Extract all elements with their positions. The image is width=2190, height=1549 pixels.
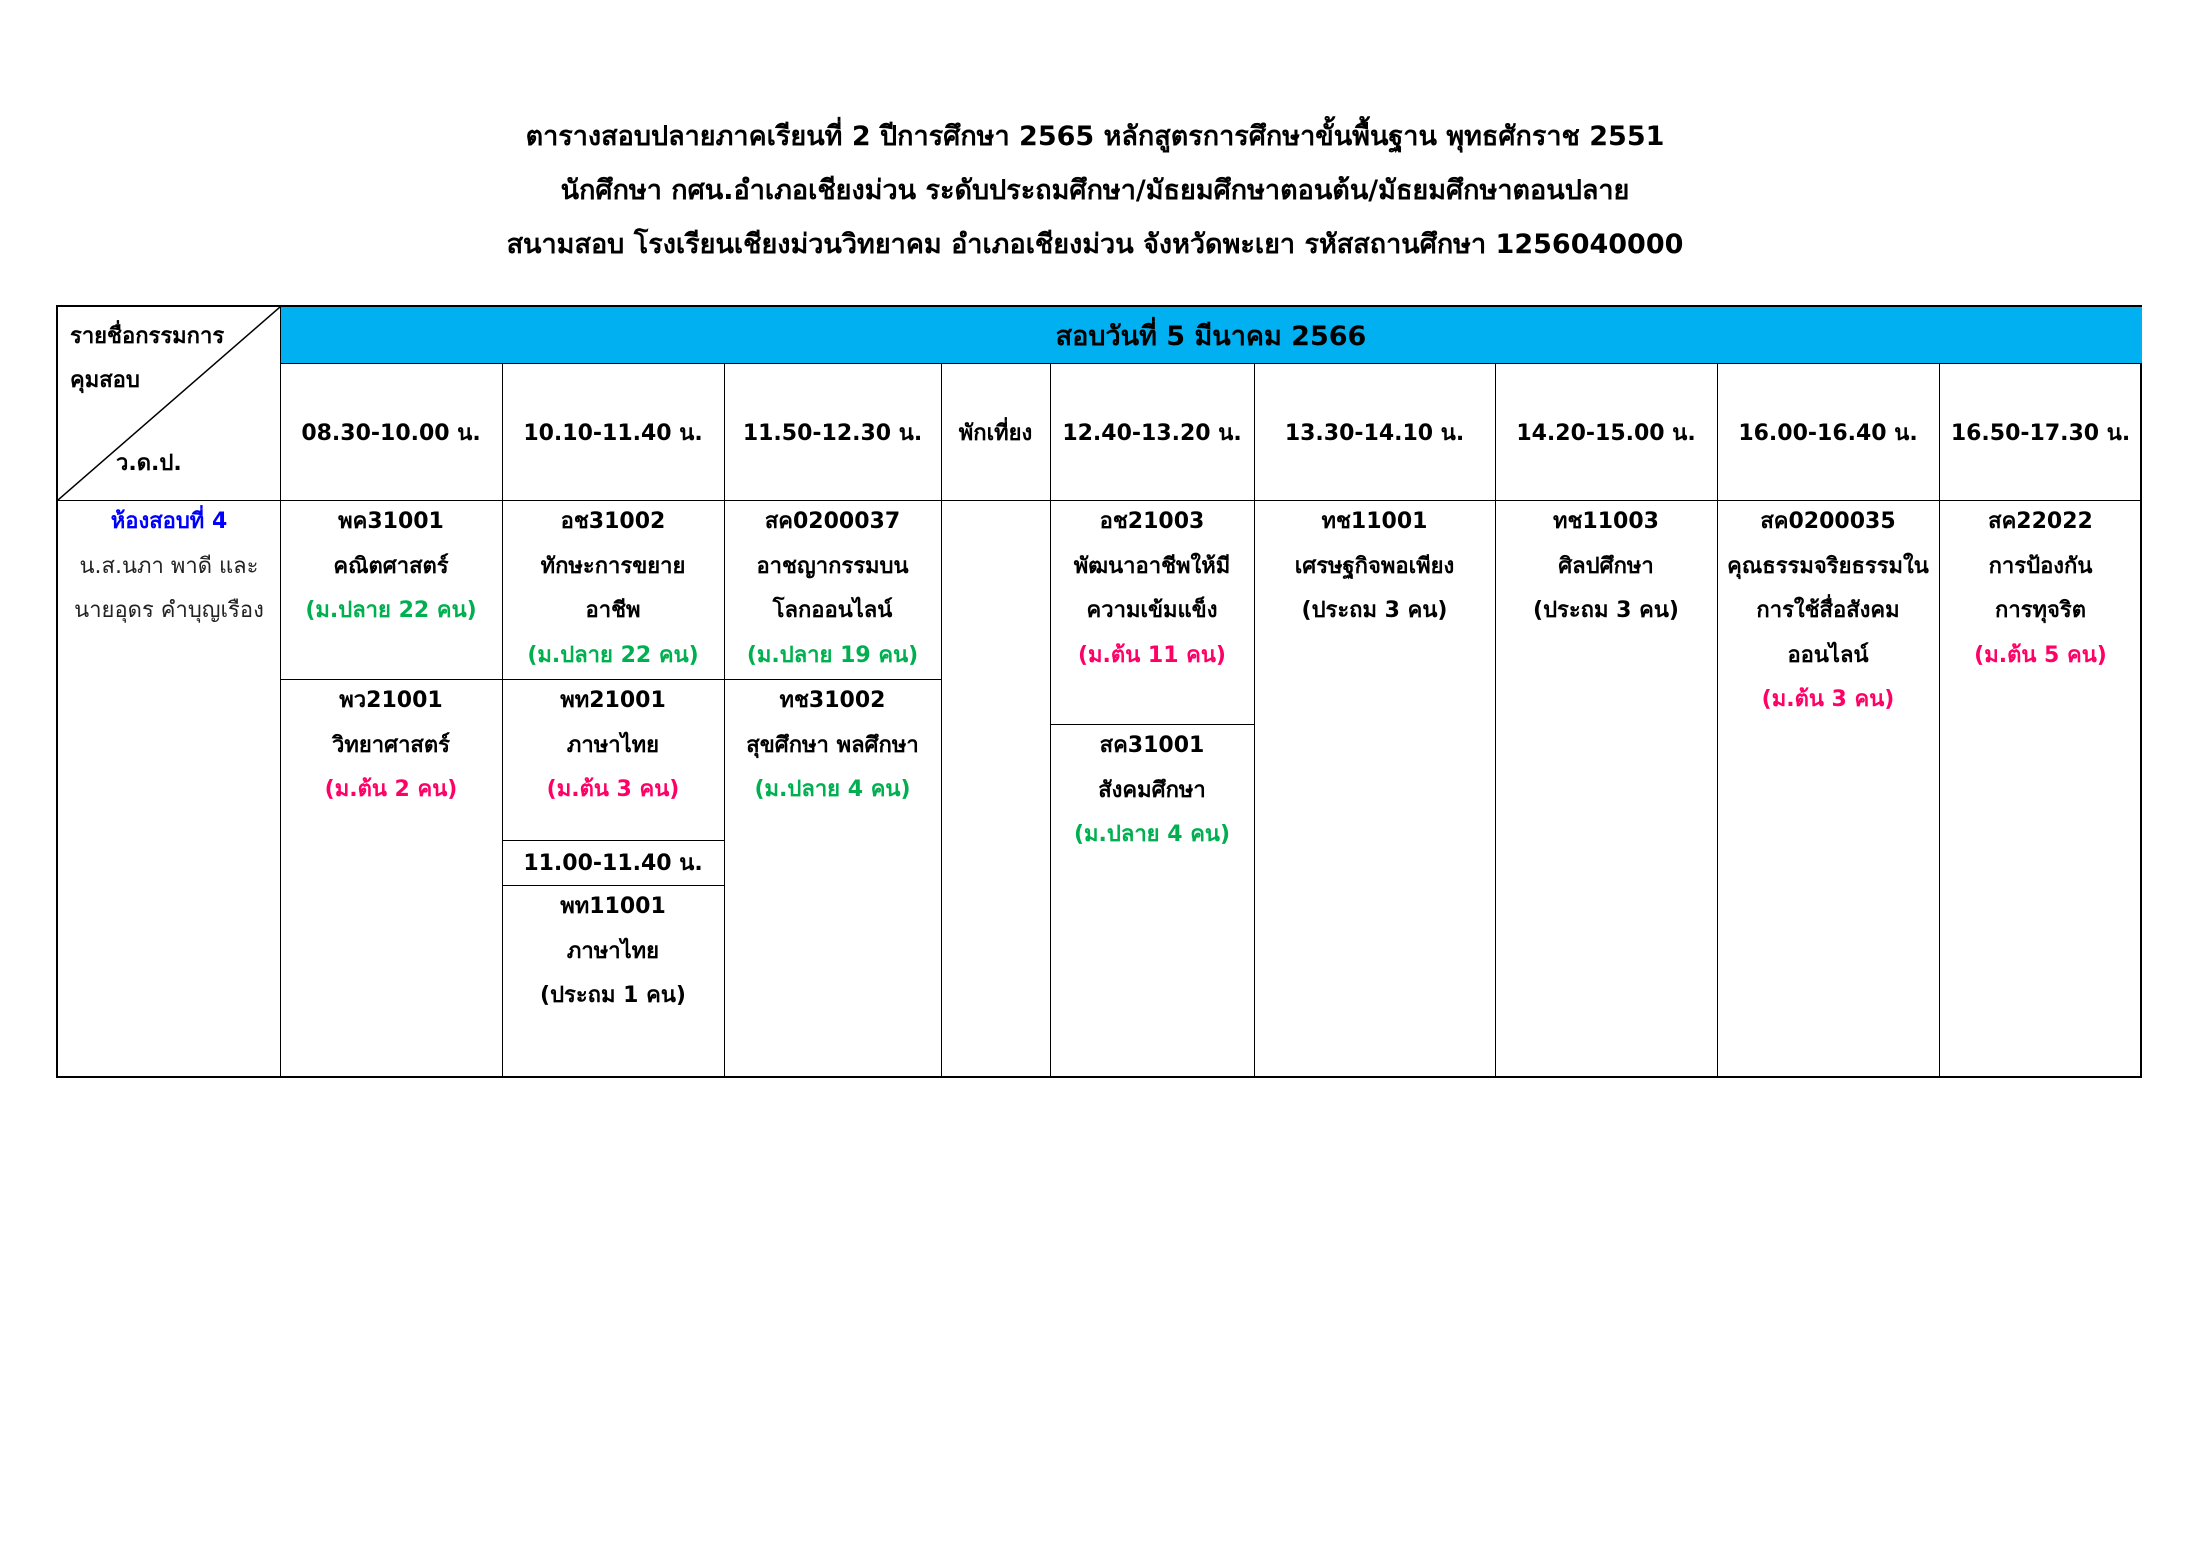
exam-subject-line-1: คุณธรรมจริยธรรมใน (1727, 553, 1929, 579)
schedule-table (56, 305, 2142, 1078)
exam-count: (ม.ปลาย 4 คน) (1073, 822, 1231, 847)
exam-c9 (1939, 500, 2142, 678)
slot-header-8: 16.00-16.40 น. (1738, 420, 1918, 446)
corner-header-line-2: คุมสอบ (70, 368, 140, 393)
exam-subject-line-3: ออนไลน์ (1787, 642, 1869, 668)
exam-subject-line-1: พัฒนาอาชีพให้มี (1073, 553, 1231, 579)
exam-c1-top (280, 500, 502, 634)
exam-subject: คณิตศาสตร์ (333, 553, 449, 579)
exam-code: สค22022 (1988, 509, 2093, 534)
grid-line (1939, 364, 1940, 1078)
title-line-2: นักศึกษา กศน.อำเภอเชียงม่วน ระดับประถมศึกษา/มัธยมศึกษาตอนต้น/มัธยมศึกษาตอนปลาย (560, 175, 1630, 206)
corner-header-date: ว.ด.ป. (116, 451, 182, 476)
exam-subject-line-2: โลกออนไลน์ (772, 598, 893, 623)
exam-subject: ศิลปศึกษา (1558, 553, 1654, 579)
exam-count: (ม.ต้น 5 คน) (1974, 642, 2107, 668)
committee-member-2: นายอุดร คำบุญเรือง (74, 598, 264, 623)
exam-subject-line-2: การทุจริต (1995, 598, 2086, 623)
exam-code: ทช11003 (1553, 509, 1659, 534)
room-cell (58, 500, 280, 634)
room-name: ห้องสอบที่ 4 (110, 509, 228, 534)
corner-header-committee (70, 315, 224, 403)
slot-header-6: 13.30-14.10 น. (1284, 420, 1465, 446)
slot-header-5: 12.40-13.20 น. (1062, 420, 1242, 446)
committee-member-1: น.ส.นภา พาดี และ (79, 553, 259, 579)
exam-code: ทช11001 (1321, 509, 1428, 534)
exam-code: อช31002 (560, 509, 666, 534)
slot-header-3: 11.50-12.30 น. (742, 420, 923, 446)
document-titles (0, 110, 2190, 272)
exam-c8 (1717, 500, 1939, 723)
exam-count: (ประถม 3 คน) (1533, 598, 1679, 623)
exam-count: (ประถม 1 คน) (540, 983, 686, 1008)
grid-line (941, 364, 942, 1078)
exam-subject: สุขศึกษา พลศึกษา (746, 732, 919, 758)
exam-code: อช21003 (1099, 509, 1205, 534)
grid-line (1254, 364, 1255, 1078)
exam-c7 (1495, 500, 1717, 634)
exam-c3-bottom (724, 679, 941, 813)
slot-header-9: 16.50-17.30 น. (1950, 420, 2131, 446)
exam-subject-line-2: อาชีพ (585, 598, 641, 623)
exam-code: สค0200035 (1760, 509, 1896, 534)
exam-c2-mid (502, 679, 724, 813)
exam-c3-top (724, 500, 941, 678)
grid-line (1495, 364, 1496, 1078)
exam-subject-line-1: อาชญากรรมบน (756, 553, 909, 579)
exam-code: พท11001 (560, 894, 666, 919)
exam-code: พท21001 (560, 688, 666, 713)
exam-count: (ม.ต้น 3 คน) (546, 777, 680, 802)
exam-count: (ประถม 3 คน) (1301, 598, 1448, 623)
exam-count: (ม.ปลาย 19 คน) (746, 642, 919, 668)
exam-count: (ม.ต้น 3 คน) (1761, 687, 1895, 712)
slot-header-lunch: พักเที่ยง (958, 420, 1033, 446)
slot-header-1: 08.30-10.00 น. (301, 420, 481, 446)
exam-code: สค0200037 (764, 509, 901, 534)
date-header: สอบวันที่ 5 มีนาคม 2566 (280, 307, 2142, 364)
exam-c5-top (1050, 500, 1254, 678)
exam-subject-line-2: ความเข้มแข็ง (1086, 598, 1218, 623)
exam-count: (ม.ปลาย 22 คน) (305, 598, 477, 623)
title-line-3: สนามสอบ โรงเรียนเชียงม่วนวิทยาคม อำเภอเชียงม่วน จังหวัดพะเยา รหัสสถานศึกษา 1256040000 (506, 229, 1684, 260)
exam-count: (ม.ปลาย 4 คน) (754, 777, 911, 802)
grid-line (1050, 364, 1051, 1078)
slot-header-2: 10.10-11.40 น. (523, 420, 703, 446)
exam-subject-line-1: การป้องกัน (1988, 553, 2093, 579)
exam-c2-top (502, 500, 724, 678)
exam-c1-bottom (280, 679, 502, 813)
exam-subject: วิทยาศาสตร์ (332, 732, 450, 758)
exam-c5-bottom (1050, 724, 1254, 858)
exam-count: (ม.ต้น 2 คน) (324, 777, 458, 802)
exam-code: พว21001 (339, 688, 443, 713)
exam-subject: สังคมศึกษา (1098, 777, 1206, 803)
exam-count: (ม.ปลาย 22 คน) (527, 642, 699, 668)
exam-code: ทช31002 (779, 688, 886, 713)
exam-c6 (1254, 500, 1495, 634)
slot-header-7: 14.20-15.00 น. (1516, 420, 1696, 446)
corner-header-line-1: รายชื่อกรรมการ (70, 324, 225, 349)
exam-code: พค31001 (338, 509, 444, 534)
title-line-1: ตารางสอบปลายภาคเรียนที่ 2 ปีการศึกษา 2565 หลักสูตรการศึกษาขั้นพื้นฐาน พุทธศักราช 2551 (525, 121, 1665, 152)
exam-subject: เศรษฐกิจพอเพียง (1294, 553, 1455, 579)
exam-subject: ภาษาไทย (566, 732, 660, 758)
exam-count: (ม.ต้น 11 คน) (1078, 642, 1226, 668)
exam-subject: ภาษาไทย (566, 938, 660, 964)
exam-c2-bottom (502, 885, 724, 1019)
exam-code: สค31001 (1099, 733, 1205, 758)
sub-time-slot: 11.00-11.40 น. (523, 851, 703, 876)
exam-subject-line-2: การใช้สื่อสังคม (1756, 598, 1900, 623)
exam-subject-line-1: ทักษะการขยาย (540, 553, 686, 579)
